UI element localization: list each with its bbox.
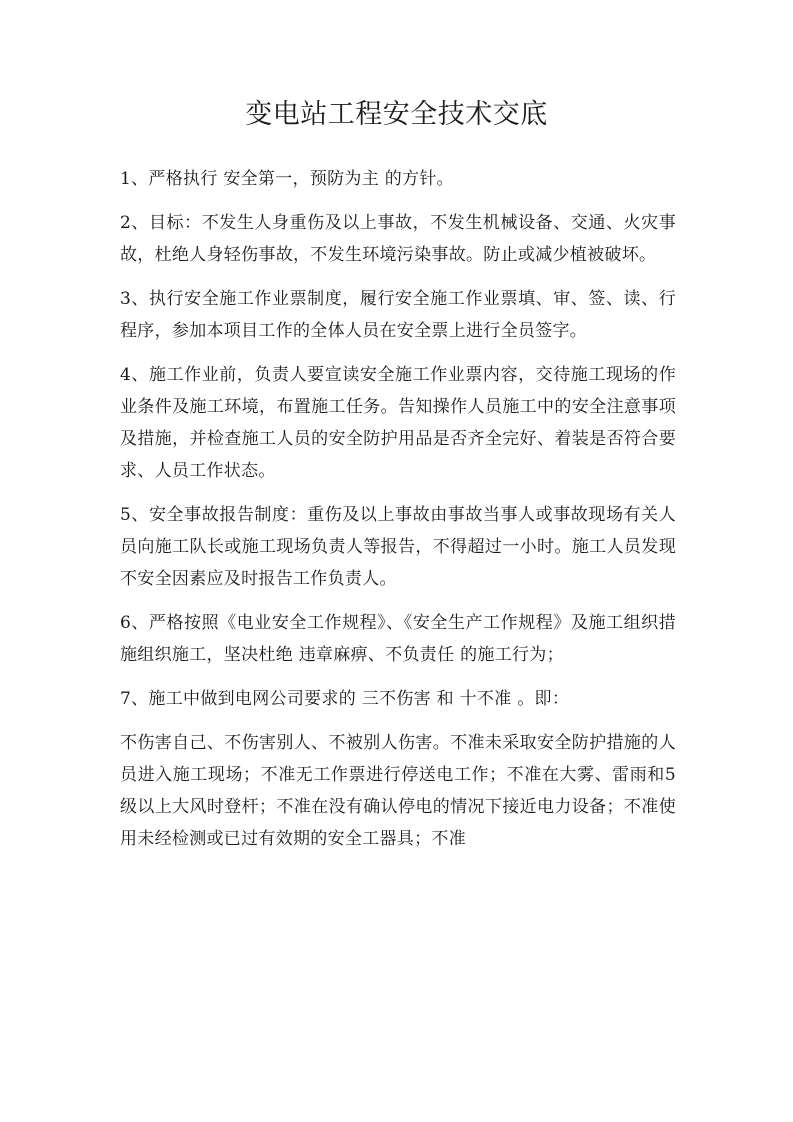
paragraph-2: 2、目标：不发生人身重伤及以上事故，不发生机械设备、交通、火灾事故，杜绝人身轻伤事故，不发生环境污染事故。防止或减少植被破坏。 — [120, 213, 676, 265]
paragraph-5: 5、安全事故报告制度：重伤及以上事故由事故当事人或事故现场有关人员向施工队长或施工现场负责人等报告，不得超过一小时。施工人员发现不安全因素应及时报告工作负责人。 — [120, 505, 676, 589]
paragraph-7: 7、施工中做到电网公司要求的 三不伤害 和 十不准 。即： — [120, 689, 570, 709]
paragraph-4: 4、施工作业前，负责人要宣读安全施工作业票内容，交待施工现场的作业条件及施工环境，布置施工任务。告知操作人员施工中的安全注意事项及措施，并检查施工人员的安全防护用品是否齐全完好、着装是否符合要求、人员工作状态。 — [120, 365, 676, 481]
paragraph-3: 3、执行安全施工作业票制度，履行安全施工作业票填、审、签、读、行程序，参加本项目工作的全体人员在安全票上进行全员签字。 — [120, 289, 676, 341]
paragraph-6: 6、严格按照《电业安全工作规程》、《安全生产工作规程》及施工组织措施组织施工，坚决杜绝 违章麻痹、不负责任 的施工行为； — [120, 613, 676, 665]
document-body — [120, 163, 676, 867]
document-title: 变电站工程安全技术交底 — [245, 99, 548, 130]
paragraph-1: 1、严格执行 安全第一，预防为主 的方针。 — [120, 169, 454, 189]
paragraph-8: 不伤害自己、不伤害别人、不被别人伤害。不准未采取安全防护措施的人员进入施工现场；不准无工作票进行停送电工作；不准在大雾、雷雨和5级以上大风时登杆；不准在没有确认停电的情况下接近电力设备；不准使用未经检测或已过有效期的安全工器具；不准 — [120, 733, 676, 849]
